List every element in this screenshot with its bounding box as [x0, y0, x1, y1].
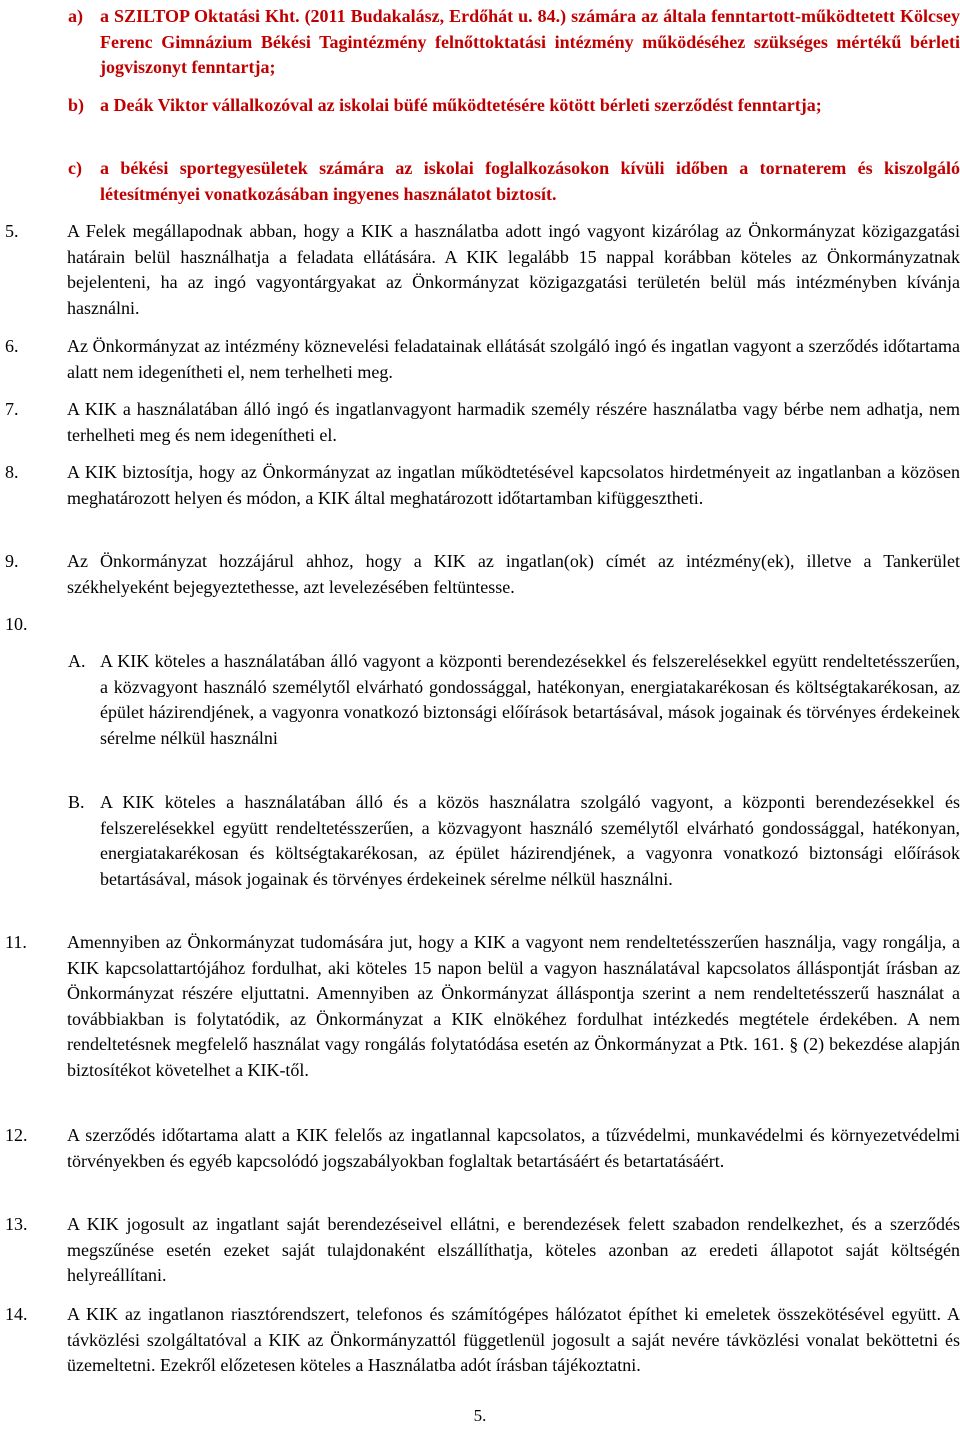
- paragraph-text: A Felek megállapodnak abban, hogy a KIK a használatba adott ingó vagyont kizárólag az Önkormányzat közigazgatási határain belül használhatja a feladata ellátására. A KIK legalább 15 nappal korábban köteles az Önkormányzatnak bejelenteni, ha az ingó vagyontárgyakat az Önkormányzat közigazgatási területén belül más intézményben kívánja használni.: [67, 221, 960, 318]
- paragraph-text: A KIK jogosult az ingatlant saját berendezéseivel ellátni, e berendezések felett szabadon rendelkezhet, és a szerződés megszűnése esetén ezeket saját tulajdonaként elszállíthatja, köteles azonban az eredeti állapotot saját költségén helyreállítani.: [67, 1214, 960, 1286]
- paragraph-number: 7.: [5, 399, 19, 419]
- paragraph-number: 5.: [5, 221, 19, 241]
- subitem-text: A KIK köteles a használatában álló és a közös használatra szolgáló vagyont, a központi berendezésekkel és felszerelésekkel együtt rendeltetésszerűen, a közvagyont használó személytől elvárható gondossággal, hatékonyan, energiatakarékosan és költségtakarékosan, az épület házirendjének, a vagyonra vonatkozó biztonsági előírások betartásával, mások jogainak és törvényes érdekeinek sérelme nélkül használni.: [100, 792, 960, 889]
- paragraph-number: 11.: [5, 932, 27, 952]
- paragraph-number: 10.: [5, 614, 28, 634]
- subitem-label: c): [68, 158, 82, 178]
- paragraph-number: 14.: [5, 1304, 28, 1324]
- paragraph-number: 13.: [5, 1214, 28, 1234]
- subitem-text: a SZILTOP Oktatási Kht. (2011 Budakalász, Erdőhát u. 84.) számára az általa fenntartott-működtetett Kölcsey Ferenc Gimnázium Békési Tagintézmény felnőttoktatási intézmény működéséhez szükséges mértékű bérleti jogviszonyt fenntartja;: [100, 6, 960, 78]
- subitem-label: a): [68, 6, 83, 26]
- subitem-text: A KIK köteles a használatában álló vagyont a központi berendezésekkel és felszerelésekkel együtt rendeltetésszerűen, a közvagyont használó személytől elvárható gondossággal, hatékonyan, energiatakarékosan és költségtakarékosan, az épület házirendjének, a vagyonra vonatkozó biztonsági előírások betartásával, mások jogainak és törvényes érdekeinek sérelme nélkül használni: [100, 651, 960, 748]
- paragraph-text: A KIK biztosítja, hogy az Önkormányzat az ingatlan működtetésével kapcsolatos hirdetményeit az ingatlanban a közösen meghatározott helyen és módon, a KIK által meghatározott időtartamban kifüggesztheti.: [67, 462, 960, 508]
- subitem-label: b): [68, 95, 85, 115]
- page-number: 5.: [473, 1406, 487, 1425]
- paragraph-number: 9.: [5, 551, 19, 571]
- paragraph-text: A szerződés időtartama alatt a KIK felelős az ingatlannal kapcsolatos, a tűzvédelmi, munkavédelmi és környezetvédelmi törvényekben és egyéb kapcsolódó jogszabályokban foglaltak betartásáért és betartatásáért.: [67, 1125, 960, 1171]
- paragraph-text: Az Önkormányzat az intézmény köznevelési feladatainak ellátását szolgáló ingó és ingatlan vagyont a szerződés időtartama alatt nem idegenítheti el, nem terhelheti meg.: [67, 336, 960, 382]
- subitem-label: A.: [68, 651, 86, 671]
- paragraph-text: Az Önkormányzat hozzájárul ahhoz, hogy a KIK az ingatlan(ok) címét az intézmény(ek), illetve a Tankerület székhelyeként bejegyeztethesse, azt levelezésében feltüntesse.: [67, 551, 960, 597]
- paragraph-text: Amennyiben az Önkormányzat tudomására jut, hogy a KIK a vagyont nem rendeltetésszerűen használja, vagy rongálja, a KIK kapcsolattartójához fordulhat, aki köteles 15 napon belül a vagyon használatával kapcsolatos álláspontját írásban az Önkormányzat részére eljuttatni. Amennyiben az Önkormányzat álláspontja szerint a nem rendeltetésszerű használat a továbbiakban is folytatódik, az Önkormányzat a KIK elnökéhez fordulhat intézkedés megtétele érdekében. A nem rendeltetésnek megfelelő használat vagy rongálás folytatódása esetén az Önkormányzat a Ptk. 161. § (2) bekezdése alapján biztosítékot követelhet a KIK-től.: [67, 932, 960, 1080]
- subitem-text: a Deák Viktor vállalkozóval az iskolai büfé működtetésére kötött bérleti szerződést fenntartja;: [100, 95, 822, 115]
- paragraph-number: 6.: [5, 336, 19, 356]
- paragraph-text: A KIK a használatában álló ingó és ingatlanvagyont harmadik személy részére használatba vagy bérbe nem adhatja, nem terhelheti meg és nem idegenítheti el.: [67, 399, 960, 445]
- paragraph-number: 12.: [5, 1125, 28, 1145]
- subitem-text: a békési sportegyesületek számára az iskolai foglalkozásokon kívüli időben a tornaterem és kiszolgáló létesítményei vonatkozásában ingyenes használatot biztosít.: [100, 158, 960, 204]
- paragraph-text: A KIK az ingatlanon riasztórendszert, telefonos és számítógépes hálózatot építhet ki emeletek összekötésével együtt. A távközlési szolgáltatóval a KIK az Önkormányzattól függetlenül jogosult a saját nevére távközlési vonalat beköttetni és üzemeltetni. Ezekről előzetesen köteles a Használatba adót írásban tájékoztatni.: [67, 1304, 960, 1376]
- paragraph-number: 8.: [5, 462, 19, 482]
- subitem-label: B.: [68, 792, 85, 812]
